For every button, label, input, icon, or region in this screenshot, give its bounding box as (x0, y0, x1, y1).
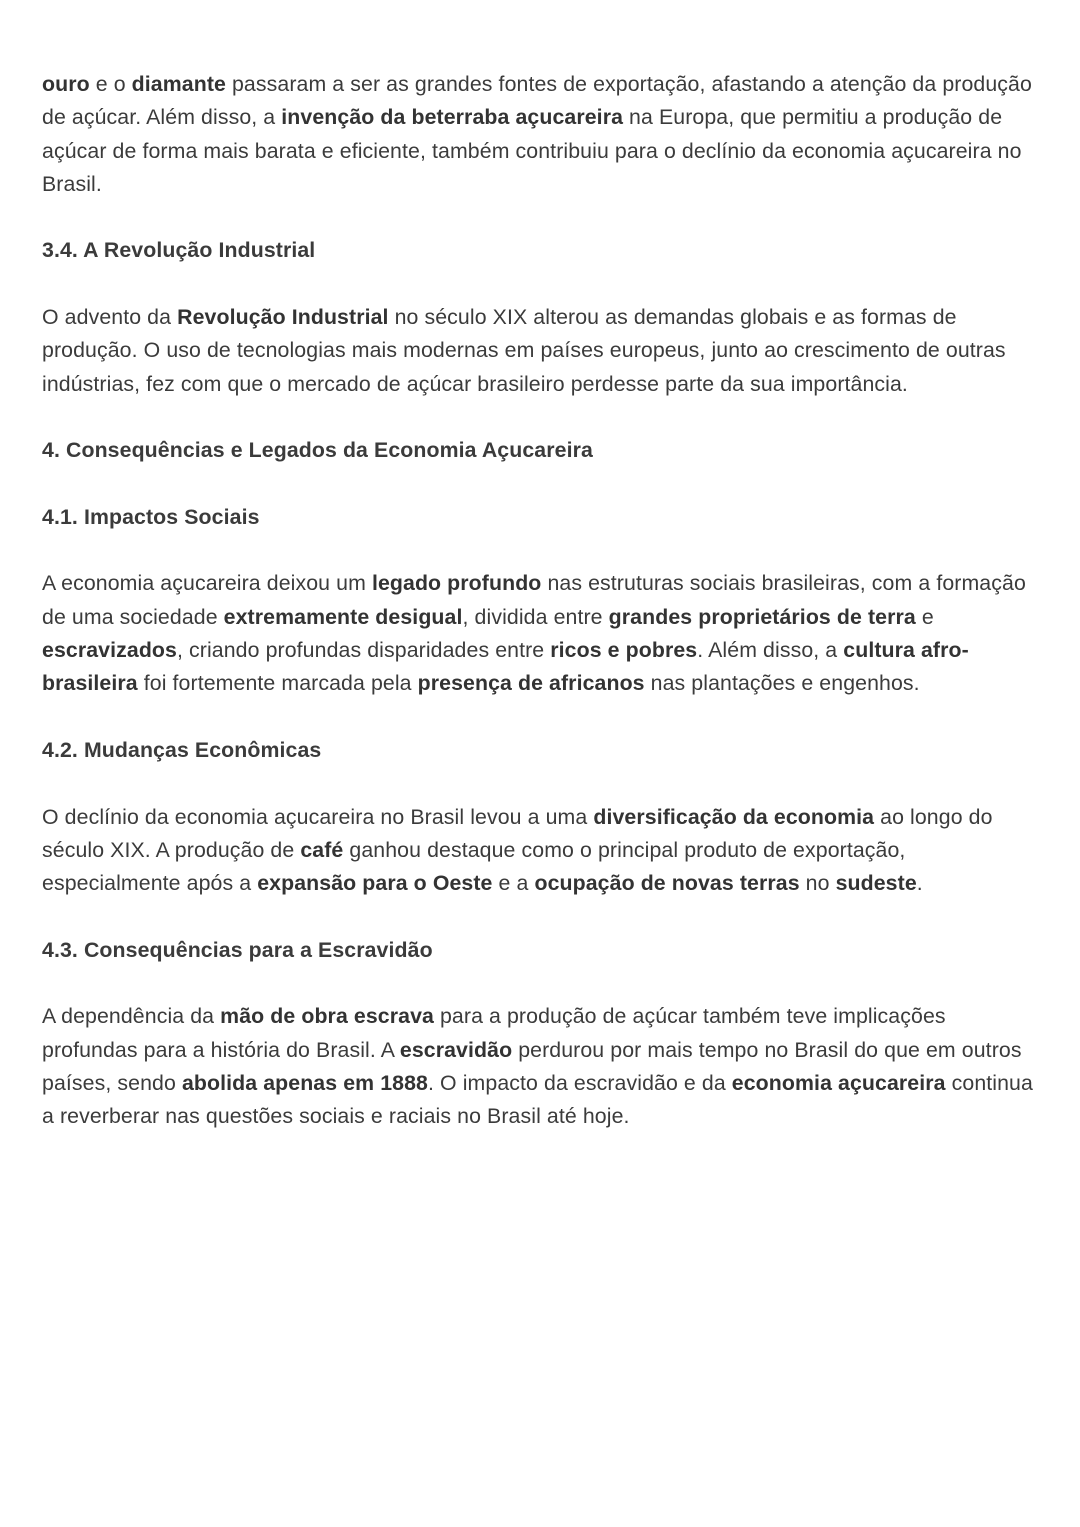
heading-4-3-escravidao: 4.3. Consequências para a Escravidão (42, 937, 433, 962)
emphasis-text: economia açucareira (731, 1070, 946, 1095)
emphasis-text: invenção da beterraba açucareira (281, 105, 624, 130)
emphasis-text: grandes proprietários de terra (608, 604, 916, 629)
paragraph-escravidao: A dependência da mão de obra escrava para a produção de açúcar também teve implicações profundas para a história do Brasil. A escravidão perdurou por mais tempo no Brasil do que em outros países, sendo abolida apenas em 1888. O impacto da escravidão e da economia açucareira continua a reverberar nas questões sociais e raciais no Brasil até hoje. (42, 1004, 1033, 1129)
paragraph-mudancas-economicas: O declínio da economia açucareira no Brasil levou a uma diversificação da economia ao longo do século XIX. A produção de café ganhou destaque como o principal produto de exportação, especialmente após a expansão para o Oeste e a ocupação de novas terras no sudeste. (42, 804, 993, 896)
heading-3-4-revolucao-industrial: 3.4. A Revolução Industrial (42, 238, 316, 263)
emphasis-text: ricos e pobres (550, 638, 698, 663)
emphasis-text: extremamente desigual (223, 604, 463, 629)
paragraph-revolucao-industrial: O advento da Revolução Industrial no século XIX alterou as demandas globais e as formas de produção. O uso de tecnologias mais modernas em países europeus, junto ao crescimento de outras indústrias, fez com que o mercado de açúcar brasileiro perdesse parte da sua importância. (42, 305, 1006, 396)
paragraph-sugar-decline: ouro e o diamante passaram a ser as grandes fontes de exportação, afastando a atenção da produção de açúcar. Além disso, a invenção da beterraba açucareira na Europa, que permitiu a produção de açúcar de forma mais barata e eficiente, também contribuiu para o declínio da economia açucareira no Brasil. (42, 72, 1032, 196)
paragraph-impactos-sociais: A economia açucareira deixou um legado profundo nas estruturas sociais brasileiras, com a formação de uma sociedade extremamente desigual, dividida entre grandes proprietários de terra e escravizados, criando profundas disparidades entre ricos e pobres. Além disso, a cultura afro-brasileira foi fortemente marcada pela presença de africanos nas plantações e engenhos. (42, 571, 1026, 696)
emphasis-text: diamante (131, 72, 226, 96)
heading-4-consequencias: 4. Consequências e Legados da Economia Açucareira (42, 438, 593, 463)
emphasis-text: escravizados (42, 638, 177, 663)
emphasis-text: sudeste (835, 871, 917, 896)
heading-4-1-impactos-sociais: 4.1. Impactos Sociais (42, 504, 260, 529)
emphasis-text: presença de africanos (417, 671, 645, 696)
emphasis-text: cultura afro-brasileira (42, 638, 969, 696)
emphasis-text: diversificação da economia (593, 804, 875, 829)
emphasis-text: café (300, 837, 344, 862)
document-body (42, 68, 1042, 1134)
emphasis-text: legado profundo (371, 571, 542, 596)
emphasis-text: Revolução Industrial (177, 305, 389, 330)
emphasis-text: expansão para o Oeste (257, 871, 493, 896)
emphasis-text: ouro (42, 72, 90, 96)
heading-4-2-mudancas-economicas: 4.2. Mudanças Econômicas (42, 737, 322, 762)
emphasis-text: mão de obra escrava (220, 1004, 434, 1029)
emphasis-text: abolida apenas em 1888 (181, 1070, 428, 1095)
emphasis-text: escravidão (399, 1037, 513, 1062)
emphasis-text: ocupação de novas terras (534, 871, 800, 896)
